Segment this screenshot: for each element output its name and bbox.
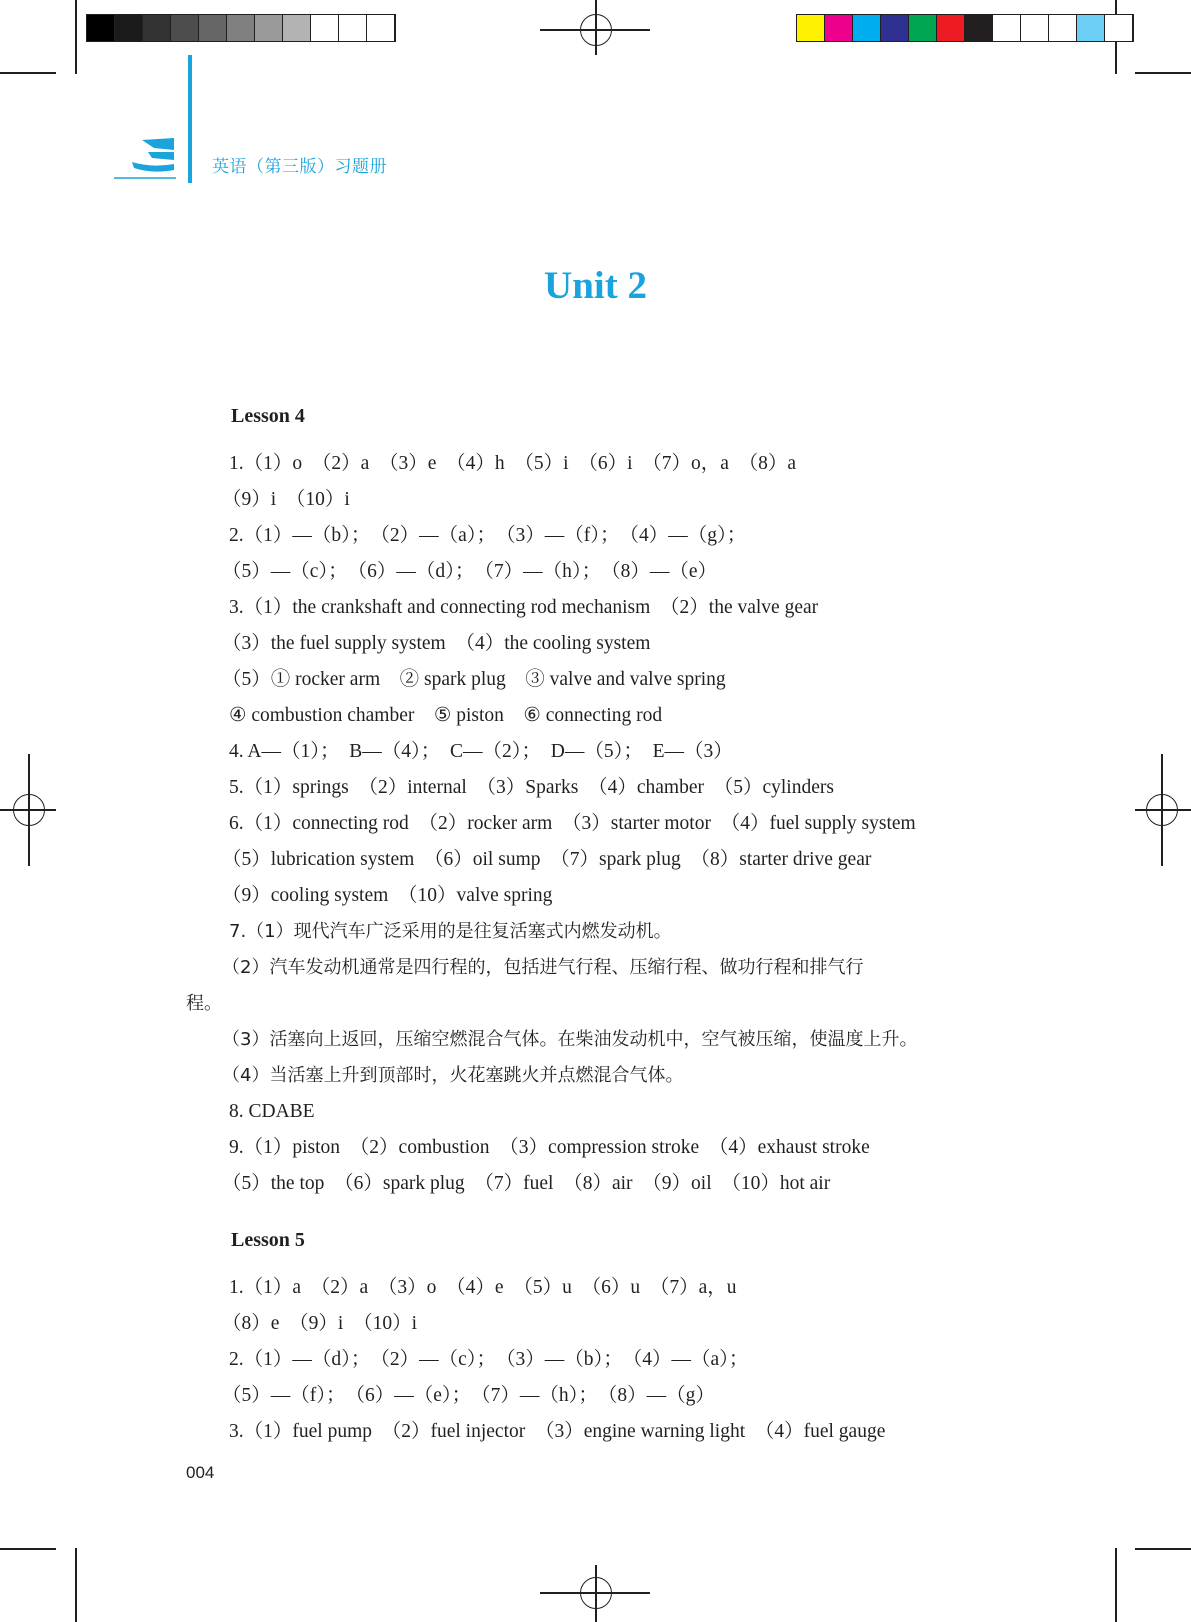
gray-swatch [87,15,115,41]
lesson-heading: Lesson 4 [231,405,305,427]
answer-line: 2.（1）—（d）； （2）—（c）； （3）—（b）； （4）—（a）； [229,1349,749,1370]
crop-mark [1135,72,1191,74]
color-swatch [881,15,909,41]
answer-line: （2）汽车发动机通常是四行程的，包括进气行程、压缩行程、做功行程和排气行 [222,957,864,978]
answer-line: 1.（1）o （2）a （3）e （4）h （5）i （6）i （7）o，a （8）a [229,453,797,474]
color-swatch [1049,15,1077,41]
answer-line: （5）① rocker arm ② spark plug ③ valve and valve spring [222,669,726,690]
color-swatch [993,15,1021,41]
answer-line: （5）—（f）； （6）—（e）； （7）—（h）； （8）—（g） [222,1385,715,1406]
color-swatch [1105,15,1133,41]
gray-swatch [227,15,255,41]
gray-swatch [311,15,339,41]
color-swatch [1021,15,1049,41]
answer-line: 4. A—（1）； B—（4）； C—（2）； D—（5）； E—（3） [229,741,733,762]
color-swatch [853,15,881,41]
gray-swatch [255,15,283,41]
grayscale-bar [86,14,396,42]
page-number: 004 [186,1463,215,1482]
answer-line: （9）cooling system （10）valve spring [222,885,553,906]
gray-swatch [367,15,395,41]
answer-line: （3）the fuel supply system （4）the cooling system [222,633,651,654]
answer-line: 3.（1）the crankshaft and connecting rod mechanism （2）the valve gear [229,597,819,618]
answer-line: 7.（1）现代汽车广泛采用的是往复活塞式内燃发动机。 [229,921,672,942]
crop-mark [0,1548,56,1550]
color-swatch [937,15,965,41]
answer-line: （5）—（c）； （6）—（d）； （7）—（h）； （8）—（e） [222,561,718,582]
answer-line: （4）当活塞上升到顶部时，火花塞跳火并点燃混合气体。 [222,1065,684,1086]
answer-line: 1.（1）a （2）a （3）o （4）e （5）u （6）u （7）a，u [229,1277,737,1298]
answer-line: 9.（1）piston （2）combustion （3）compression stroke （4）exhaust stroke [229,1137,870,1158]
crop-mark [75,0,77,74]
crop-mark [1135,1548,1191,1550]
color-swatch [1077,15,1105,41]
answer-line: 2.（1）—（b）； （2）—（a）； （3）—（f）； （4）—（g）； [229,525,747,546]
answer-line: 8. CDABE [229,1101,315,1122]
lesson-heading: Lesson 5 [231,1229,305,1251]
crop-mark [1115,1548,1117,1622]
answer-line: （9）i （10）i [222,489,350,510]
color-bar [796,14,1134,42]
crop-mark [75,1548,77,1622]
color-swatch [797,15,825,41]
answer-line: （3）活塞向上返回，压缩空燃混合气体。在柴油发动机中，空气被压缩，使温度上升。 [222,1029,918,1050]
crop-mark [0,72,56,74]
answer-line: （5）lubrication system （6）oil sump （7）spark plug （8）starter drive gear [222,849,872,870]
gray-swatch [171,15,199,41]
answer-line: 5.（1）springs （2）internal （3）Sparks （4）chamber （5）cylinders [229,777,834,798]
book-title: 英语（第三版）习题册 [212,157,387,177]
gray-swatch [199,15,227,41]
gray-swatch [143,15,171,41]
answer-line: 程。 [186,993,222,1014]
color-swatch [909,15,937,41]
answer-line: ④ combustion chamber ⑤ piston ⑥ connecting rod [229,705,663,726]
header-divider [188,55,192,183]
color-swatch [825,15,853,41]
answer-line: 3.（1）fuel pump （2）fuel injector （3）engine warning light （4）fuel gauge [229,1421,886,1442]
book-logo-icon [112,134,188,182]
gray-swatch [115,15,143,41]
color-swatch [965,15,993,41]
gray-swatch [283,15,311,41]
answer-line: 6.（1）connecting rod （2）rocker arm （3）starter motor （4）fuel supply system [229,813,916,834]
unit-title: Unit 2 [544,264,647,307]
gray-swatch [339,15,367,41]
answer-line: （5）the top （6）spark plug （7）fuel （8）air （9）oil （10）hot air [222,1173,831,1194]
answer-line: （8）e （9）i （10）i [222,1313,417,1334]
